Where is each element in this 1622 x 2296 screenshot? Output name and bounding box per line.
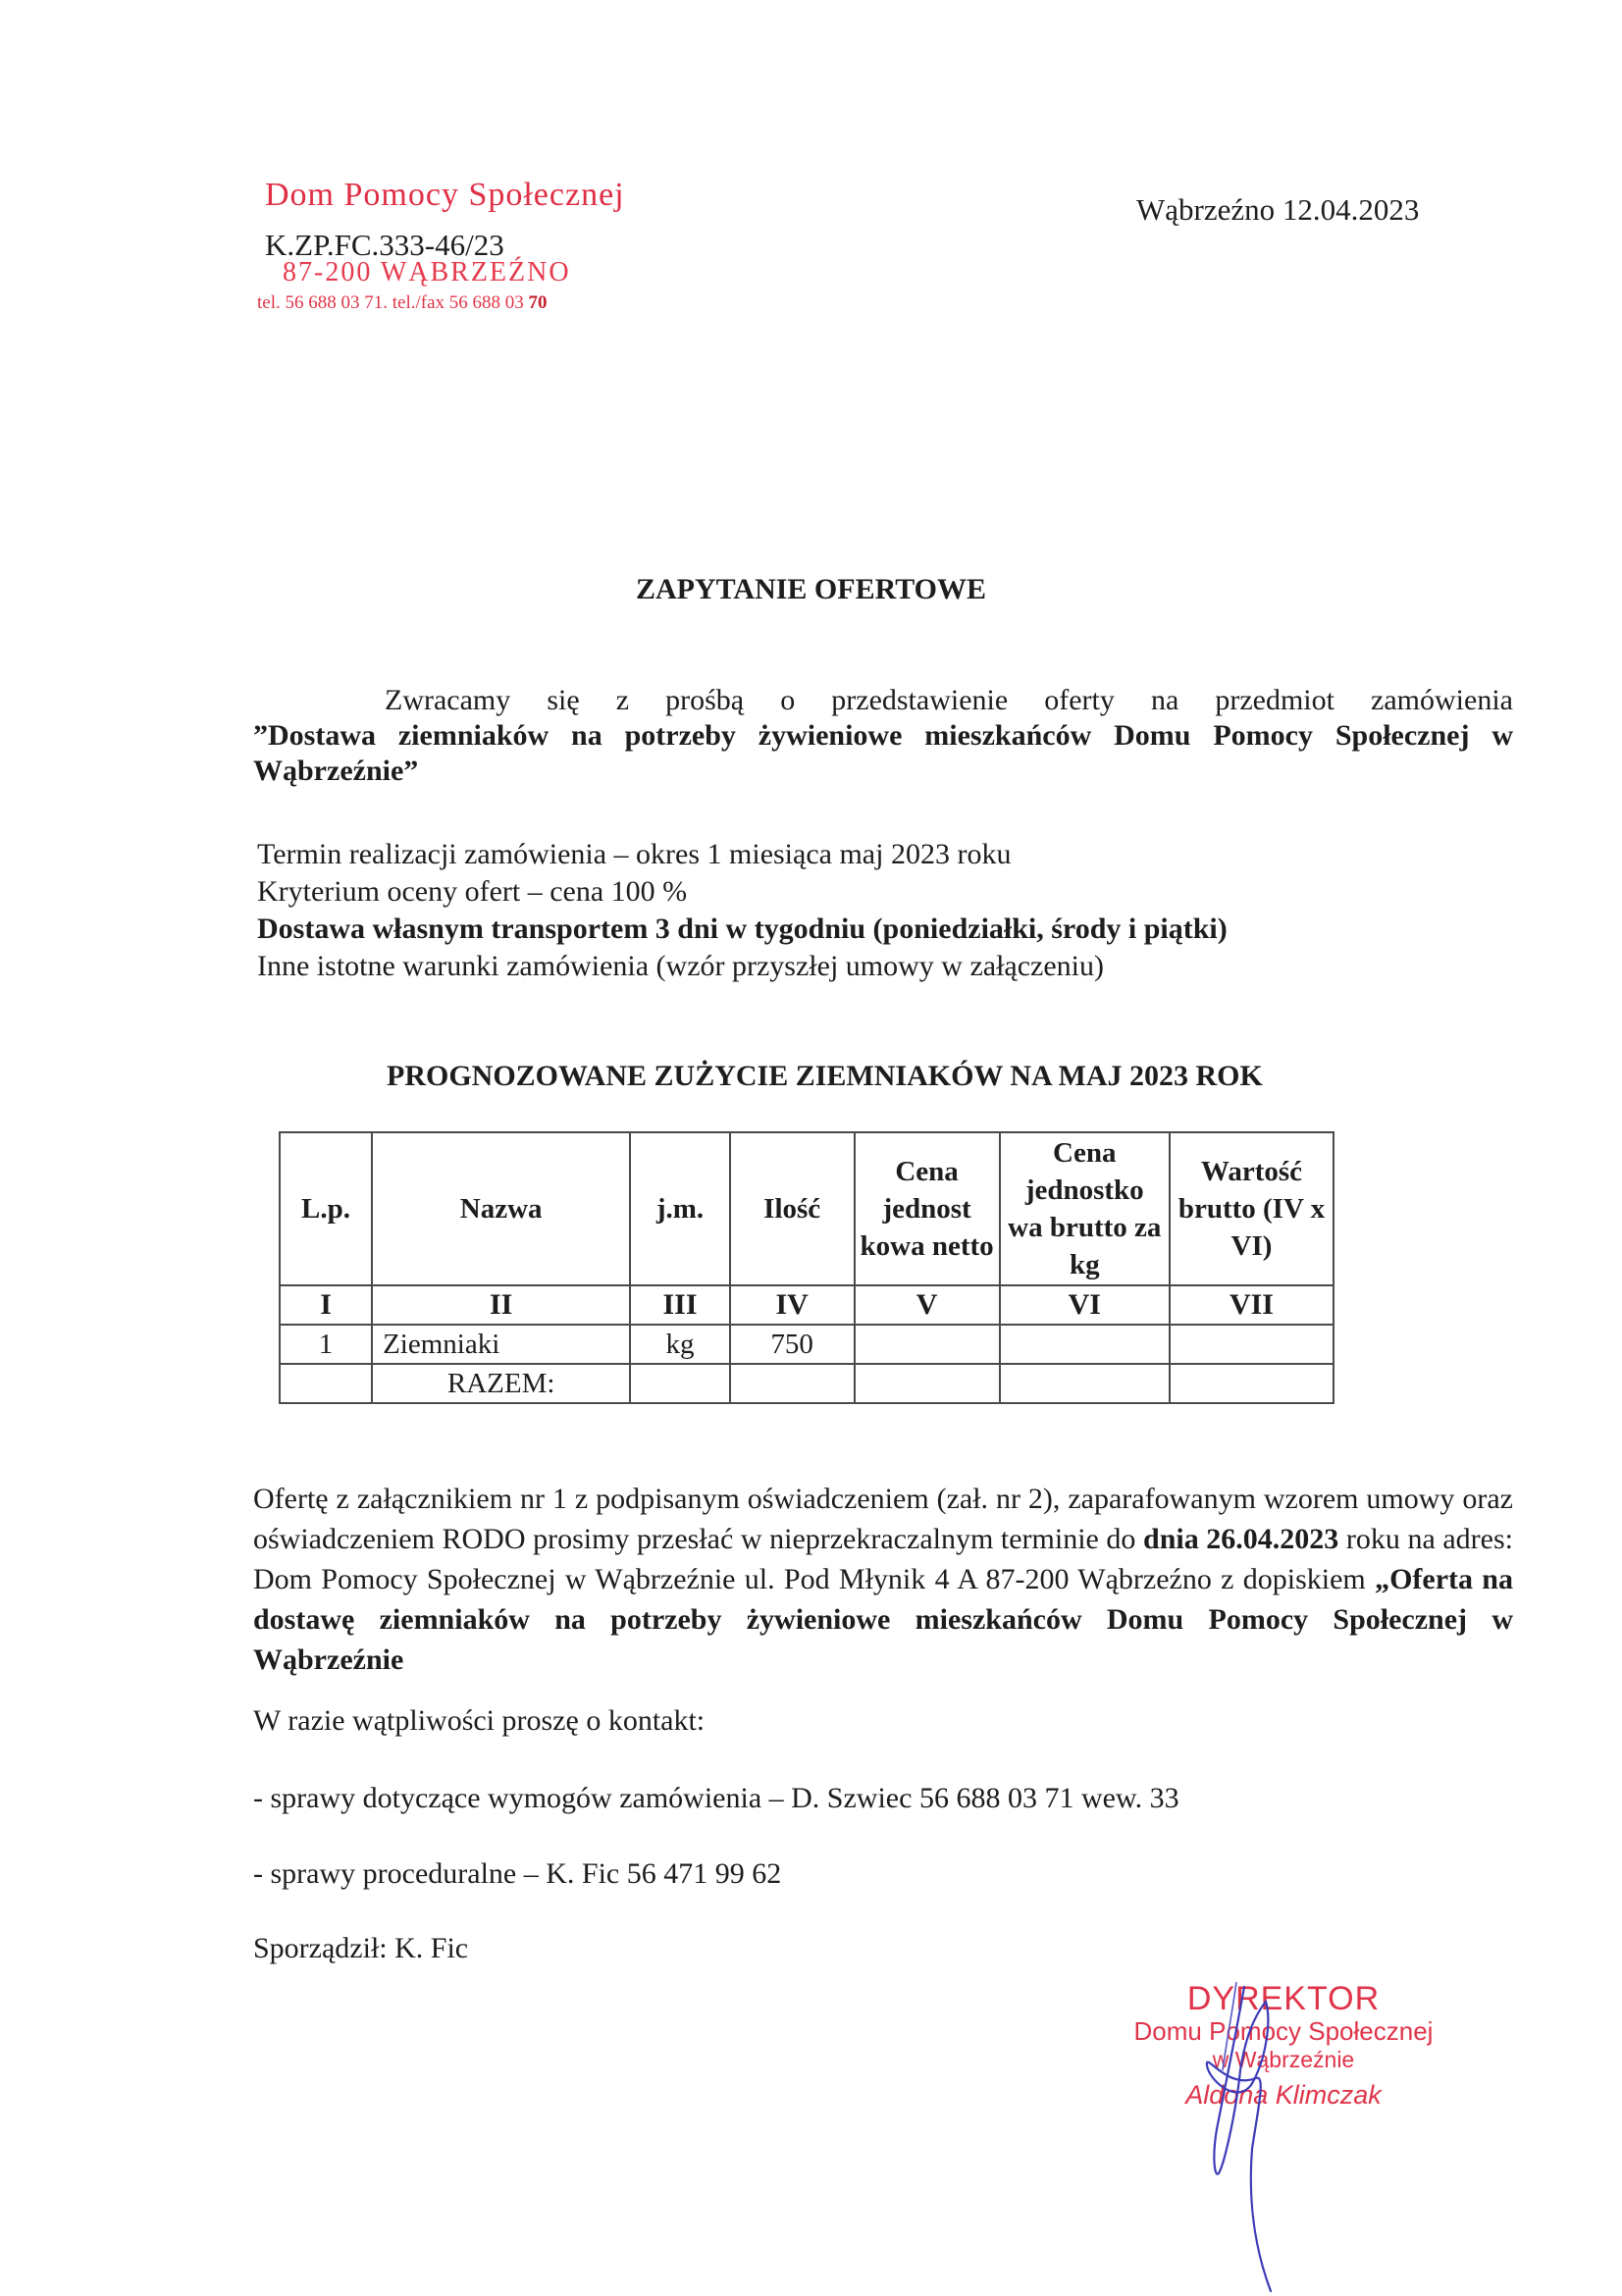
cell-empty <box>730 1364 855 1403</box>
institution-stamp-address: 87-200 WĄBRZEŹNO <box>283 257 571 287</box>
stamp-phone-end: 70 <box>528 292 548 313</box>
contact-item: - sprawy dotyczące wymogów zamówienia – D. Szwiec 56 688 03 71 wew. 33 <box>253 1782 1179 1814</box>
stamp-phone-text: tel. 56 688 03 71. tel./fax 56 688 03 <box>257 292 524 313</box>
cell-empty <box>855 1364 1000 1403</box>
other-conditions-line: Inne istotne warunki zamówienia (wzór przyszłej umowy w załączeniu) <box>257 950 1104 982</box>
consumption-table <box>279 1131 1334 1404</box>
cell-unit: kg <box>630 1325 729 1364</box>
cell-name: Ziemniaki <box>372 1325 630 1364</box>
total-label: RAZEM: <box>372 1364 630 1403</box>
table-total-row <box>280 1364 1334 1403</box>
delivery-line: Dostawa własnym transportem 3 dni w tygodniu (poniedziałki, środy i piątki) <box>257 913 1228 945</box>
cell-empty <box>1170 1364 1334 1403</box>
order-terms <box>257 836 1228 985</box>
cell-total-gross <box>1170 1325 1334 1364</box>
header-quantity: Ilość <box>730 1132 855 1285</box>
institution-stamp-phone <box>257 292 548 314</box>
table-row <box>280 1325 1334 1364</box>
institution-stamp-name: Dom Pomocy Społecznej <box>265 177 625 213</box>
cell-unit-price-gross <box>1000 1325 1170 1364</box>
handwritten-signature-icon <box>1197 1972 1305 2296</box>
intro-text: Zwracamy się z prośbą o przedstawienie oferty na przedmiot zamówienia <box>385 684 1513 716</box>
table-header-row <box>280 1132 1334 1285</box>
cell-quantity: 750 <box>730 1325 855 1364</box>
contact-intro: W razie wątpliwości proszę o kontakt: <box>253 1704 706 1737</box>
col-num: VI <box>1000 1285 1170 1325</box>
order-subject: ”Dostawa ziemniaków na potrzeby żywieniowe mieszkańców Domu Pomocy Społecznej w Wąbrzeźnie” <box>253 719 1513 787</box>
contact-item: - sprawy proceduralne – K. Fic 56 471 99 62 <box>253 1857 782 1890</box>
submission-envelope-note: „Oferta na dostawę ziemniaków na potrzeby żywieniowe mieszkańców Domu Pomocy Społecznej w Wąbrzeźnie <box>253 1563 1513 1676</box>
col-num: IV <box>730 1285 855 1325</box>
criterion-line: Kryterium oceny ofert – cena 100 % <box>257 875 688 908</box>
table-heading: PROGNOZOWANE ZUŻYCIE ZIEMNIAKÓW NA MAJ 2023 ROK <box>387 1060 1263 1092</box>
cell-lp: 1 <box>280 1325 372 1364</box>
header-total-gross: Wartość brutto (IV x VI) <box>1170 1132 1334 1285</box>
col-num: V <box>855 1285 1000 1325</box>
cell-unit-price-net <box>855 1325 1000 1364</box>
table-column-numbers-row <box>280 1285 1334 1325</box>
document-title: ZAPYTANIE OFERTOWE <box>635 573 987 605</box>
intro-line <box>253 683 1513 718</box>
director-title: DYREKTOR <box>1186 1980 1381 2017</box>
submission-paragraph <box>253 1479 1513 1680</box>
reference-number: K.ZP.FC.333-46/23 <box>265 228 504 262</box>
header-unit: j.m. <box>630 1132 729 1285</box>
header-unit-price-net: Cena jednost kowa netto <box>855 1132 1000 1285</box>
director-city: w Wąbrzeźnie <box>1212 2047 1355 2072</box>
header-unit-price-gross: Cena jednostko wa brutto za kg <box>1000 1132 1170 1285</box>
col-num: II <box>372 1285 630 1325</box>
place-date: Wąbrzeźno 12.04.2023 <box>1136 192 1420 227</box>
col-num: VII <box>1170 1285 1334 1325</box>
director-org: Domu Pomocy Społecznej <box>1133 2016 1434 2046</box>
col-num: III <box>630 1285 729 1325</box>
director-name: Aldona Klimczak <box>1185 2080 1382 2110</box>
term-line: Termin realizacji zamówienia – okres 1 miesiąca maj 2023 roku <box>257 838 1012 870</box>
header-name: Nazwa <box>372 1132 630 1285</box>
prepared-by: Sporządził: K. Fic <box>253 1932 469 1964</box>
cell-empty <box>1000 1364 1170 1403</box>
header-lp: L.p. <box>280 1132 372 1285</box>
col-num: I <box>280 1285 372 1325</box>
submission-deadline: dnia 26.04.2023 <box>1143 1523 1339 1555</box>
intro-paragraph <box>253 683 1513 789</box>
cell-empty <box>630 1364 729 1403</box>
submission-address: roku na adres: Dom Pomocy Społecznej w Wąbrzeźnie ul. Pod Młynik 4 A 87-200 Wąbrzeźno z dopiskiem <box>253 1523 1513 1595</box>
submission-text: Ofertę z załącznikiem nr 1 z podpisanym oświadczeniem (zał. nr 2), zaparafowanym wzorem umowy oraz oświadczeniem RODO prosimy przesłać w nieprzekraczalnym terminie do <box>253 1483 1513 1555</box>
cell-empty <box>280 1364 372 1403</box>
